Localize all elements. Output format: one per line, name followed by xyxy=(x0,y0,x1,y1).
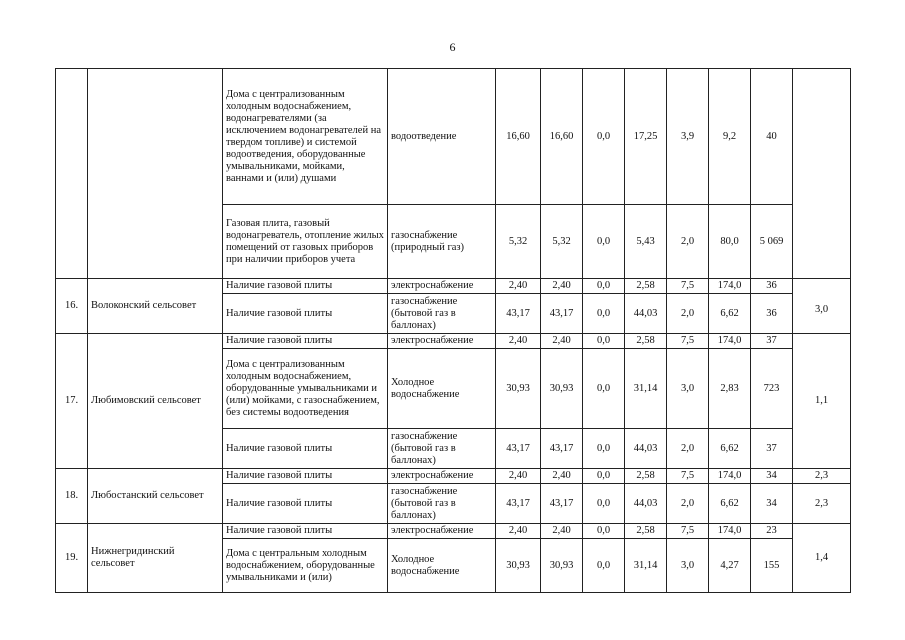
value-cell: 6,62 xyxy=(709,429,751,469)
value-cell: 2,0 xyxy=(667,294,709,334)
page-number: 6 xyxy=(449,40,456,54)
condition-cell: Газовая плита, газовый водонагреватель, отопление жилых помещений от газовых приборов при наличии приборов учета xyxy=(223,205,388,279)
last-value-cell: 1,4 xyxy=(793,524,851,593)
group-number: 16. xyxy=(56,279,88,334)
value-cell: 44,03 xyxy=(625,484,667,524)
value-cell: 174,0 xyxy=(709,279,751,294)
group-number: 18. xyxy=(56,469,88,524)
value-cell: 2,40 xyxy=(496,524,541,539)
value-cell: 37 xyxy=(751,334,793,349)
value-cell: 34 xyxy=(751,469,793,484)
value-cell: 31,14 xyxy=(625,539,667,593)
value-cell: 3,9 xyxy=(667,69,709,205)
value-cell: 80,0 xyxy=(709,205,751,279)
condition-cell: Наличие газовой плиты xyxy=(223,469,388,484)
value-cell: 3,0 xyxy=(667,349,709,429)
value-cell: 174,0 xyxy=(709,524,751,539)
value-cell: 43,17 xyxy=(541,294,583,334)
value-cell: 2,58 xyxy=(625,469,667,484)
service-cell: водоотведение xyxy=(388,69,496,205)
value-cell: 37 xyxy=(751,429,793,469)
value-cell: 34 xyxy=(751,484,793,524)
value-cell: 0,0 xyxy=(583,334,625,349)
value-cell: 2,0 xyxy=(667,429,709,469)
value-cell: 43,17 xyxy=(496,294,541,334)
value-cell: 36 xyxy=(751,294,793,334)
value-cell: 2,40 xyxy=(541,469,583,484)
value-cell: 2,83 xyxy=(709,349,751,429)
settlement-name: Нижнегридинский сельсовет xyxy=(88,524,223,593)
value-cell: 7,5 xyxy=(667,469,709,484)
service-cell: газоснабжение (бытовой газ в баллонах) xyxy=(388,294,496,334)
value-cell: 43,17 xyxy=(496,429,541,469)
settlement-name: Любимовский сельсовет xyxy=(88,334,223,469)
condition-cell: Дома с централизованным холодным водоснабжением, водонагревателями (за исключением водонагревателей на твердом топливе) и системой водоотведения, оборудованные умывальниками, мойками, ваннами и (или) душами xyxy=(223,69,388,205)
condition-cell: Наличие газовой плиты xyxy=(223,279,388,294)
value-cell: 43,17 xyxy=(541,429,583,469)
value-cell: 3,0 xyxy=(667,539,709,593)
value-cell: 2,40 xyxy=(541,524,583,539)
value-cell: 0,0 xyxy=(583,279,625,294)
value-cell: 2,40 xyxy=(496,469,541,484)
value-cell: 0,0 xyxy=(583,349,625,429)
value-cell: 30,93 xyxy=(496,539,541,593)
value-cell: 17,25 xyxy=(625,69,667,205)
value-cell: 23 xyxy=(751,524,793,539)
value-cell: 2,40 xyxy=(541,279,583,294)
value-cell: 5,43 xyxy=(625,205,667,279)
value-cell: 40 xyxy=(751,69,793,205)
value-cell: 7,5 xyxy=(667,334,709,349)
value-cell: 2,40 xyxy=(541,334,583,349)
table-row xyxy=(56,524,851,539)
value-cell: 6,62 xyxy=(709,294,751,334)
value-cell: 36 xyxy=(751,279,793,294)
value-cell: 31,14 xyxy=(625,349,667,429)
value-cell: 30,93 xyxy=(541,539,583,593)
group-number: 19. xyxy=(56,524,88,593)
value-cell: 5 069 xyxy=(751,205,793,279)
value-cell: 44,03 xyxy=(625,429,667,469)
service-cell: газоснабжение (природный газ) xyxy=(388,205,496,279)
value-cell: 6,62 xyxy=(709,484,751,524)
value-cell: 44,03 xyxy=(625,294,667,334)
value-cell: 2,58 xyxy=(625,524,667,539)
value-cell: 0,0 xyxy=(583,524,625,539)
settlement-name xyxy=(88,69,223,279)
value-cell: 7,5 xyxy=(667,524,709,539)
value-cell: 43,17 xyxy=(496,484,541,524)
condition-cell: Дома с центральным холодным водоснабжением, оборудованные умывальниками и (или) xyxy=(223,539,388,593)
value-cell: 0,0 xyxy=(583,539,625,593)
condition-cell: Наличие газовой плиты xyxy=(223,294,388,334)
value-cell: 155 xyxy=(751,539,793,593)
value-cell: 174,0 xyxy=(709,334,751,349)
service-cell: электроснабжение xyxy=(388,469,496,484)
value-cell: 2,0 xyxy=(667,484,709,524)
value-cell: 30,93 xyxy=(541,349,583,429)
value-cell: 5,32 xyxy=(496,205,541,279)
table-row xyxy=(56,469,851,484)
value-cell: 0,0 xyxy=(583,69,625,205)
value-cell: 0,0 xyxy=(583,484,625,524)
table-row xyxy=(56,69,851,205)
value-cell: 2,58 xyxy=(625,279,667,294)
last-value-cell: 3,0 xyxy=(793,279,851,334)
value-cell: 7,5 xyxy=(667,279,709,294)
service-cell: газоснабжение (бытовой газ в баллонах) xyxy=(388,484,496,524)
last-value-cell: 1,1 xyxy=(793,334,851,469)
value-cell: 2,40 xyxy=(496,334,541,349)
condition-cell: Наличие газовой плиты xyxy=(223,429,388,469)
condition-cell: Наличие газовой плиты xyxy=(223,484,388,524)
value-cell: 4,27 xyxy=(709,539,751,593)
group-number: 17. xyxy=(56,334,88,469)
service-cell: Холодное водоснабжение xyxy=(388,539,496,593)
service-cell: Холодное водоснабжение xyxy=(388,349,496,429)
value-cell: 2,0 xyxy=(667,205,709,279)
service-cell: газоснабжение (бытовой газ в баллонах) xyxy=(388,429,496,469)
value-cell: 2,58 xyxy=(625,334,667,349)
value-cell: 16,60 xyxy=(541,69,583,205)
table-row xyxy=(56,279,851,294)
service-cell: электроснабжение xyxy=(388,524,496,539)
value-cell: 723 xyxy=(751,349,793,429)
value-cell: 2,40 xyxy=(496,279,541,294)
service-cell: электроснабжение xyxy=(388,279,496,294)
group-number xyxy=(56,69,88,279)
condition-cell: Наличие газовой плиты xyxy=(223,334,388,349)
value-cell: 0,0 xyxy=(583,205,625,279)
tariff-table xyxy=(55,68,851,593)
settlement-name: Волоконский сельсовет xyxy=(88,279,223,334)
value-cell: 5,32 xyxy=(541,205,583,279)
value-cell: 0,0 xyxy=(583,429,625,469)
value-cell: 0,0 xyxy=(583,294,625,334)
service-cell: электроснабжение xyxy=(388,334,496,349)
value-cell: 174,0 xyxy=(709,469,751,484)
value-cell: 30,93 xyxy=(496,349,541,429)
condition-cell: Наличие газовой плиты xyxy=(223,524,388,539)
settlement-name: Любостанский сельсовет xyxy=(88,469,223,524)
condition-cell: Дома с централизованным холодным водоснабжением, оборудованные умывальниками и (или) мойками, с газоснабжением, без системы водоотведения xyxy=(223,349,388,429)
value-cell: 0,0 xyxy=(583,469,625,484)
last-value-cell xyxy=(793,69,851,279)
value-cell: 9,2 xyxy=(709,69,751,205)
last-value-cell: 2,3 xyxy=(793,484,851,524)
table-row xyxy=(56,334,851,349)
last-value-cell: 2,3 xyxy=(793,469,851,484)
value-cell: 43,17 xyxy=(541,484,583,524)
value-cell: 16,60 xyxy=(496,69,541,205)
